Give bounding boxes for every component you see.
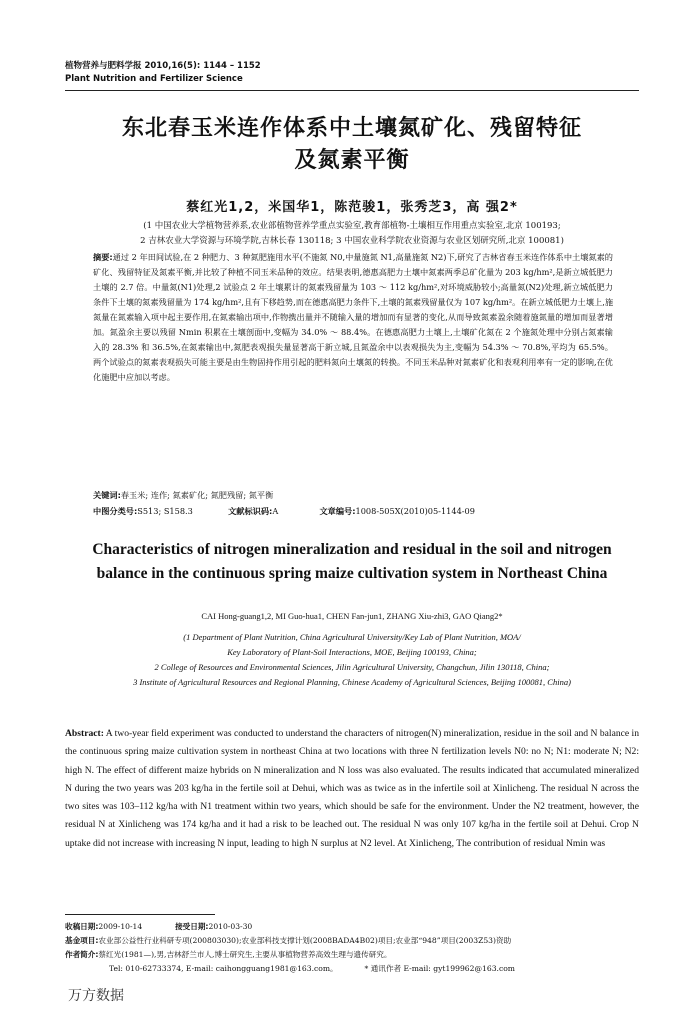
title-en-line1: Characteristics of nitrogen mineralization and residual in the soil and nitrogen [92,541,612,558]
classification-line [93,504,633,519]
author-bio-label: 作者简介: [65,950,99,959]
authors-en: CAI Hong-guang1,2, MI Guo-hua1, CHEN Fan-jun1, ZHANG Xiu-zhi3, GAO Qiang2* [201,611,503,621]
dates-line [65,920,639,934]
affil-en-line3: 2 College of Resources and Environmental Sciences, Jilin Agricultural University, Changchun, Jilin 130118, China; [154,662,550,672]
article-no-label: 文章编号: [319,506,356,516]
journal-header [65,60,261,86]
fund-label: 基金项目: [65,936,99,945]
abstract-en-text: A two-year field experiment was conducted to understand the characters of nitrogen(N) mineralization, residue in the soil and N balance in the continuous spring maize cultivation system in northeast China at two locations with three N fertilization levels N0: no N; N1: moderate N; N2: high N. The effect of different maize hybrids on N mineralization and N loss was also evaluated. The results indicated that accumulated mineralized N during the two years was 203 kg/ha in the fertile soil at Dehui, which was as twice as in the infertile soil at Xinlicheng. The residual N across the two sites was 103–112 kg/ha with N1 treatment within two years, which should be safe for the environment. Under the N2 treatment, however, the residual N at Xinlicheng was 174 kg/ha and it had a risk to be leached out. The residual N was only 107 kg/ha in the fertile soil at Dehui. Crop N uptake did not increase with increasing N input, leading to high N surplus at N2 level. At Xinlicheng, The contribution of residual Nmin was [65,728,640,849]
page-title-cn [65,113,639,177]
affil-cn-line1: (1 中国农业大学植物营养系,农业部植物营养学重点实验室,教育部植物-土壤相互作用重点实验室,北京 100193; [143,221,561,231]
keywords-cn [93,488,613,503]
author-bio-text: 蔡红光(1981—),男,吉林舒兰市人,博士研究生,主要从事植物营养高效生理与遗传研究。 [98,950,392,959]
footnotes [65,920,639,976]
keywords-cn-label: 关键词: [93,490,121,500]
affil-en-line1: (1 Department of Plant Nutrition, China Agricultural University/Key Lab of Plant Nutrition, MOA/ [183,632,521,642]
corresponding-text: * 通讯作者 E-mail: gyt199962@163.com [364,964,515,973]
watermark: 万方数据 [68,988,124,1004]
author-bio-line [65,948,639,962]
doc-code-label: 文献标识码: [228,506,273,516]
affil-en-line4: 3 Institute of Agricultural Resources and Regional Planning, Chinese Academy of Agricultural Sciences, Beijing 100081, China) [133,677,571,687]
affiliations-en [65,630,639,690]
header-rule [65,90,639,91]
journal-name-cn: 植物营养与肥料学报 2010,16(5): 1144 – 1152 [65,61,261,71]
contact-line [65,962,639,976]
journal-name-en: Plant Nutrition and Fertilizer Science [65,74,243,84]
accepted-label: 接受日期: [175,922,209,931]
keywords-cn-text: 春玉米; 连作; 氮素矿化; 氮肥残留; 氮平衡 [120,490,274,500]
clc-label: 中图分类号: [93,506,138,516]
abstract-en-label: Abstract: [65,728,104,739]
accepted-date: 2010-03-30 [208,922,253,931]
fund-line [65,934,639,948]
fund-text: 农业部公益性行业科研专项(200803030);农业部科技支撑计划(2008BADA4B02)项目;农业部“948”项目(2003Z53)资助 [98,936,512,945]
abstract-cn-label: 摘要: [93,252,113,262]
clc-value: S513; S158.3 [137,506,193,516]
abstract-en [65,725,639,853]
footnote-rule [65,914,215,915]
abstract-cn [93,250,613,385]
title-en-line2: balance in the continuous spring maize cultivation system in Northeast China [96,565,608,582]
affiliations-cn [65,219,639,249]
title-cn-line1: 东北春玉米连作体系中土壤氮矿化、残留特征 [121,116,582,141]
page-title-en [65,538,639,586]
affil-en-line2: Key Laboratory of Plant-Soil Interactions, MOE, Beijing 100193, China; [227,647,477,657]
contact-text: Tel: 010-62733374, E-mail: caihongguang1981@163.com。 [109,964,338,973]
affil-cn-line2: 2 吉林农业大学资源与环境学院,吉林长春 130118; 3 中国农业科学院农业资源与农业区划研究所,北京 100081) [140,236,564,246]
received-label: 收稿日期: [65,922,99,931]
abstract-cn-text: 通过 2 年田间试验,在 2 种肥力、3 种氮肥施用水平(不施氮 N0,中量施氮 N1,高量施氮 N2)下,研究了吉林省春玉米连作体系中土壤氮素的矿化、残留特征及氮素平衡,并比较了种植不同玉米品种的效应。结果表明,德惠高肥力土壤中氮素两季总矿化量为 203 kg/hm²,是新立城低肥力土壤的 2.7 倍。中量氮(N1)处理,2 试验点 2 年土壤累计的氮素残留量为 103 ～ 112 kg/hm²,对环境威胁较小;高量氮(N2)处理,新立城低肥力条件下土壤的氮素残留量为 174 kg/hm²,且有下移趋势,而在德惠高肥力条件下,土壤的氮素残留量仅为 107 kg/hm²。在新立城低肥力土壤上,施氮量在氮素输入项中起主要作用,在氮素输出项中,作物携出量并不随输入量的增加而有显著的变化,从而导致氮素盈余随着施氮量的增加而显著增加。氮盈余主要以残留 Nmin 积累在土壤剖面中,变幅为 34.0% ～ 88.4%。在德惠高肥力土壤上,土壤矿化氮在 2 个施氮处理中分别占氮素输入的 28.3% 和 36.5%,在氮素输出中,氮肥表观损失量显著高于新立城,且氮盈余中以表观损失为主,变幅为 54.3% ～ 70.8%,平均为 65.5%。两个试验点的氮素表观损失可能主要是由生物固持作用引起的肥料氮向土壤氮的转换。不同玉米品种对氮素矿化和表观利用率有一定的影响,在优化施肥中应加以考虑。 [93,252,614,382]
received-date: 2009-10-14 [98,922,143,931]
authors-cn: 蔡红光1,2，米国华1，陈范骏1，张秀芝3，高 强2* [186,200,518,215]
title-cn-line2: 及氮素平衡 [294,148,410,173]
article-no-value: 1008-505X(2010)05-1144-09 [355,506,475,516]
doc-code-value: A [272,506,279,516]
